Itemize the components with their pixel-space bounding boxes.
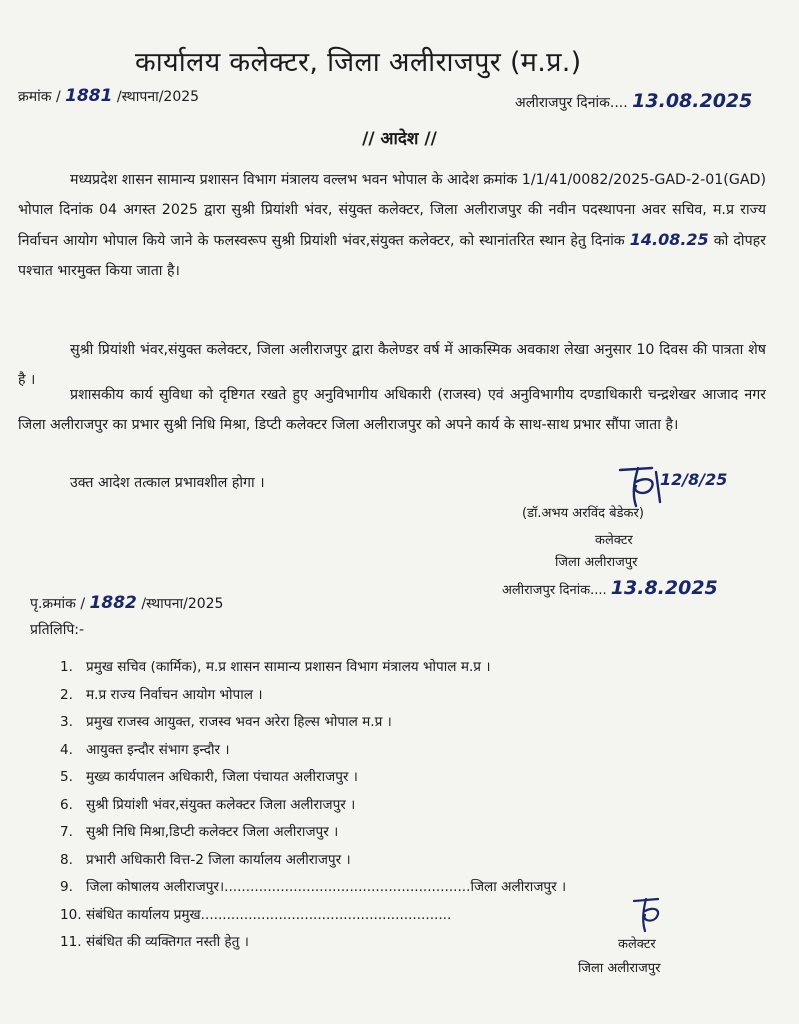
paragraph-text: उक्त आदेश तत्काल प्रभावशील होगा ।: [70, 475, 265, 491]
relieving-date: 14.08.25: [629, 230, 709, 249]
order-date: 13.08.2025: [632, 90, 753, 112]
signature-date: 12/8/25: [660, 470, 728, 489]
list-item: 6. सुश्री प्रियांशी भंवर,संयुक्त कलेक्टर जिला अलीराजपुर ।: [60, 796, 356, 813]
signatory-district: जिला अलीराजपुर: [555, 555, 638, 570]
list-item: 11. संबंधित की व्यक्तिगत नस्ती हेतु ।: [60, 934, 249, 950]
list-item: 3. प्रमुख राजस्व आयुक्त, राजस्व भवन अरेरा हिल्स भोपाल म.प्र ।: [60, 714, 392, 730]
endorsement-suffix: /स्थापना/2025: [141, 596, 224, 612]
copy-list: [60, 656, 566, 959]
order-heading: // आदेश //: [362, 129, 437, 149]
paragraph-text: प्रशासकीय कार्य सुविधा को दृष्टिगत रखते हुए अनुविभागीय अधिकारी (राजस्व) एवं अनुविभागीय दण्डाधिकारी चन्द्रशेखर आजाद नगर जिला अलीराजपुर का प्रभार सुश्री निधि मिश्रा, डिप्टी कलेक्टर जिला अलीराजपुर को अपने कार्य के साथ-साथ प्रभार सौंपा जाता है।: [18, 387, 766, 433]
signature-date-line: [502, 577, 718, 599]
list-item: 2. म.प्र राज्य निर्वाचन आयोग भोपाल ।: [60, 686, 263, 703]
list-item: 9. जिला कोषालय अलीराजपुर।.........................................................जिला अलीराजपुर ।: [60, 879, 567, 895]
order-date-line: [515, 90, 752, 112]
signature-issue-date: 13.8.2025: [610, 577, 718, 599]
signatory-district-2: जिला अलीराजपुर: [578, 961, 661, 976]
paragraph-text: सुश्री प्रियांशी भंवर,संयुक्त कलेक्टर, जिला अलीराजपुर द्वारा कैलेण्डर वर्ष में आकस्मिक अवकाश लेखा अनुसार 10 दिवस की पात्रता शेष है ।: [18, 342, 766, 388]
copy-heading: प्रतिलिपि:-: [30, 622, 85, 638]
endorsement-prefix: पृ.क्रमांक /: [30, 596, 86, 612]
signatory-designation: कलेक्टर: [595, 533, 633, 548]
list-item: 5. मुख्य कार्यपालन अधिकारी, जिला पंचायत अलीराजपुर ।: [60, 769, 358, 785]
signatory-designation-2: कलेक्टर: [618, 937, 656, 952]
endorsement-number: 1882: [89, 593, 137, 613]
order-number: 1881: [65, 86, 113, 106]
collector-signature-2: [628, 895, 668, 935]
place-date-label: अलीराजपुर दिनांक....: [502, 583, 607, 598]
order-prefix: क्रमांक /: [18, 89, 61, 105]
signatory-name: (डॉ.अभय अरविंद बेडेकर): [522, 506, 644, 521]
order-paragraph-1: [18, 165, 766, 286]
office-title: कार्यालय कलेक्टर, जिला अलीराजपुर (म.प्र.): [135, 47, 582, 78]
list-item: 1. प्रमुख सचिव (कार्मिक), म.प्र शासन सामान्य प्रशासन विभाग मंत्रालय भोपाल म.प्र ।: [60, 659, 491, 675]
paragraph-text: को दोपहर पश्चात भारमुक्त किया जाता है।: [18, 233, 766, 279]
list-item: 4. आयुक्त इन्दौर संभाग इन्दौर ।: [60, 741, 230, 758]
list-item: 8. प्रभारी अधिकारी वित्त-2 जिला कार्यालय अलीराजपुर ।: [60, 851, 351, 868]
list-item: 10. संबंधित कार्यालय प्रमुख..........................................................: [60, 906, 452, 923]
order-paragraph-3: [18, 380, 766, 440]
order-suffix: /स्थापना/2025: [116, 89, 200, 105]
place-date-label: अलीराजपुर दिनांक....: [515, 95, 628, 111]
paragraph-text: मध्यप्रदेश शासन सामान्य प्रशासन विभाग मंत्रालय वल्लभ भवन भोपाल के आदेश क्रमांक 1/1/41/0082/2025-GAD-2-01(GAD) भोपाल दिनांक 04 अगस्त 2025 द्वारा सुश्री प्रियांशी भंवर, संयुक्त कलेक्टर, जिला अलीराजपुर की नवीन पदस्थापना अवर सचिव, म.प्र राज्य निर्वाचन आयोग भोपाल किये जाने के फलस्वरूप सुश्री प्रियांशी भंवर,संयुक्त कलेक्टर, को स्थानांतरित स्थान हेतु दिनांक: [18, 172, 766, 249]
order-number-line: [18, 86, 199, 106]
list-item: 7. सुश्री निधि मिश्रा,डिप्टी कलेक्टर जिला अलीराजपुर ।: [60, 824, 339, 840]
endorsement-number-line: [30, 593, 223, 613]
